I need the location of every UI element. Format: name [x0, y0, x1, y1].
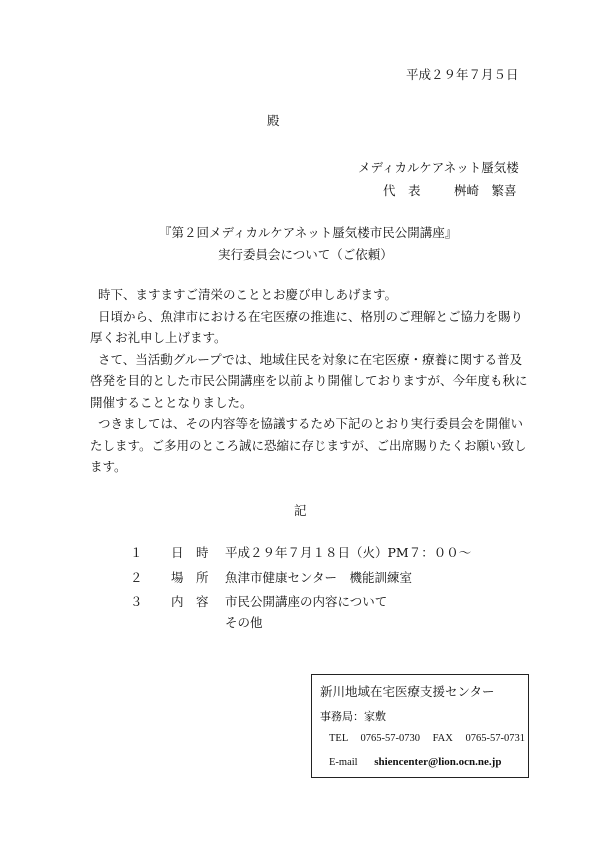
letter-date: 平成２９年７月５日 — [406, 67, 519, 82]
contact-org: 新川地域在宅医療支援センター — [320, 684, 495, 699]
item-2-label: 場 所 — [171, 570, 209, 585]
ki-heading: 記 — [294, 503, 307, 518]
item-3-value-2: その他 — [225, 615, 263, 630]
contact-phone-line — [329, 734, 525, 745]
body-paragraph-greeting: 時下、ますますご清栄のこととお慶び申しあげます。 — [98, 287, 398, 302]
item-3-value: 市民公開講座の内容について — [225, 594, 388, 609]
email-label: E-mail — [329, 757, 358, 768]
item-2-number: ２ — [130, 570, 143, 585]
body-paragraph-purpose: さて、当活動グループでは、地域住民を対象に在宅医療・療養に関する普及啓発を目的とした市民公開講座を以前より開催しておりますが、今年度も秋に開催することとなりました。 — [90, 351, 528, 410]
item-3-number: ３ — [130, 594, 143, 609]
item-1-number: １ — [130, 545, 143, 560]
item-3-label: 内 容 — [171, 594, 209, 609]
subject-line-1: 『第２回メディカルケアネット蜃気楼市民公開講座』 — [159, 225, 458, 240]
item-1-label: 日 時 — [171, 545, 209, 560]
contact-box — [311, 674, 529, 778]
body-paragraph-thanks: 日頃から、魚津市における在宅医療の推進に、格別のご理解とご協力を賜り厚くお礼申し上げます。 — [90, 308, 524, 345]
sender-name: 桝崎 繁喜 — [454, 183, 517, 198]
fax-number: 0765-57-0731 — [465, 733, 525, 744]
addressee-suffix: 殿 — [267, 113, 280, 128]
fax-label: FAX — [432, 733, 453, 744]
sender-org: メディカルケアネット蜃気楼 — [358, 160, 519, 175]
sender-title: 代 表 — [383, 183, 421, 198]
item-2-value: 魚津市健康センター 機能訓練室 — [225, 570, 413, 585]
tel-label: TEL — [329, 733, 348, 744]
subject-line-2: 実行委員会について（ご依頼） — [218, 247, 393, 262]
item-1-value: 平成２９年７月１８日（火）PM７：００～ — [225, 545, 472, 560]
contact-email-line — [329, 757, 501, 769]
body-paragraph-request: つきましては、その内容等を協議するため下記のとおり実行委員会を開催いたします。ご多用のところ誠に恐縮に存じますが、ご出席賜りたくお願い致します。 — [90, 416, 527, 474]
tel-number: 0765-57-0730 — [360, 733, 420, 744]
letter-body — [90, 284, 530, 478]
email-address[interactable]: shiencenter@lion.ocn.ne.jp — [374, 756, 502, 768]
contact-office: 事務局：家敷 — [320, 710, 386, 723]
